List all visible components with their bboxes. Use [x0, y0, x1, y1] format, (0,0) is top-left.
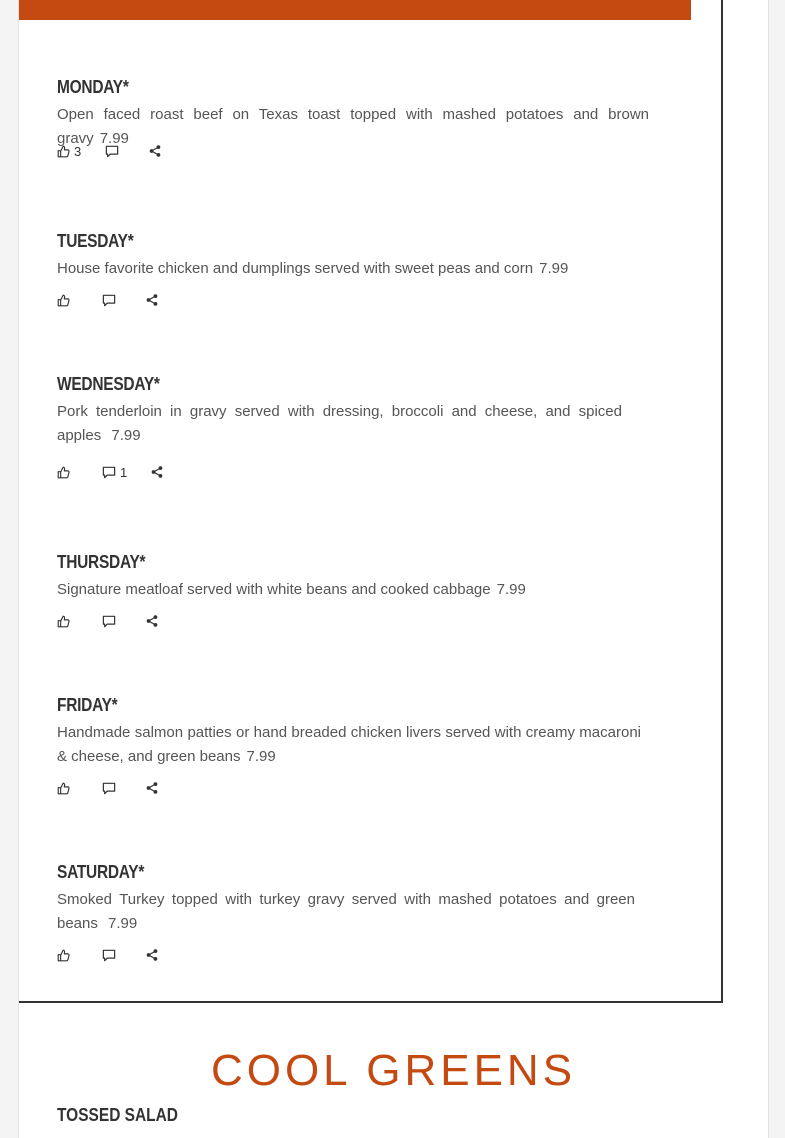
special-title: TUESDAY* [57, 231, 134, 251]
special-price: 7.99 [539, 260, 569, 277]
special-description: Smoked Turkey topped with turkey gravy served with mashed potatoes and green beans 7.99 [57, 891, 635, 932]
comment-icon [102, 782, 116, 795]
like-button[interactable] [57, 947, 74, 963]
section-header-banner [19, 0, 691, 20]
special-description: Signature meatloaf served with white beans and cooked cabbage 7.99 [57, 581, 526, 598]
special-title: FRIDAY* [57, 695, 118, 715]
special-title: WEDNESDAY* [57, 374, 160, 394]
thumbs-up-icon [57, 466, 70, 479]
share-icon [146, 949, 158, 961]
comment-button[interactable] [102, 613, 120, 629]
special-description: Open faced roast beef on Texas toast topped with mashed potatoes and brown gravy 7.99 [57, 106, 649, 147]
like-count: 3 [74, 143, 82, 159]
share-button[interactable] [149, 143, 161, 159]
special-title: MONDAY* [57, 77, 129, 97]
share-icon [146, 294, 158, 306]
menu-page [18, 0, 769, 1138]
special-thursday [57, 551, 657, 602]
comment-icon [102, 615, 116, 628]
comment-count: 1 [120, 464, 128, 480]
comment-button[interactable] [102, 947, 120, 963]
special-actions [57, 292, 158, 308]
share-button[interactable] [146, 613, 158, 629]
menu-item-title: TOSSED SALAD [57, 1105, 178, 1125]
like-button[interactable] [57, 143, 81, 159]
special-description: Handmade salmon patties or hand breaded chicken livers served with creamy macaroni & cheese, and green beans 7.99 [57, 724, 641, 765]
special-price: 7.99 [246, 748, 276, 765]
comment-button[interactable] [102, 464, 127, 480]
share-button[interactable] [146, 780, 158, 796]
like-button[interactable] [57, 292, 74, 308]
comment-icon [102, 949, 116, 962]
special-price: 7.99 [111, 427, 141, 444]
special-actions [57, 780, 158, 796]
special-title: SATURDAY* [57, 862, 145, 882]
comment-icon [102, 466, 116, 479]
comment-button[interactable] [102, 780, 120, 796]
special-actions [57, 464, 163, 480]
thumbs-up-icon [57, 782, 70, 795]
comment-button[interactable] [105, 143, 123, 159]
comment-button[interactable] [102, 292, 120, 308]
thumbs-up-icon [57, 145, 70, 158]
share-button[interactable] [151, 464, 163, 480]
comment-icon [105, 145, 119, 158]
share-button[interactable] [146, 292, 158, 308]
like-button[interactable] [57, 464, 74, 480]
special-actions [57, 143, 161, 159]
special-price: 7.99 [496, 581, 526, 598]
share-icon [151, 466, 163, 478]
special-description: House favorite chicken and dumplings served with sweet peas and corn 7.99 [57, 260, 569, 277]
special-title: THURSDAY* [57, 552, 146, 572]
thumbs-up-icon [57, 294, 70, 307]
share-icon [146, 615, 158, 627]
like-button[interactable] [57, 613, 74, 629]
comment-icon [102, 294, 116, 307]
special-friday [57, 694, 657, 769]
thumbs-up-icon [57, 615, 70, 628]
special-monday [57, 76, 657, 151]
special-description: Pork tenderloin in gravy served with dressing, broccoli and cheese, and spiced apples 7.99 [57, 403, 622, 444]
special-saturday [57, 861, 657, 936]
special-actions [57, 613, 158, 629]
like-button[interactable] [57, 780, 74, 796]
special-actions [57, 947, 158, 963]
share-icon [149, 145, 161, 157]
section-title-cool-greens: COOL GREENS [210, 1046, 577, 1095]
share-icon [146, 782, 158, 794]
share-button[interactable] [146, 947, 158, 963]
daily-specials-section [19, 0, 723, 1003]
special-wednesday [57, 373, 657, 448]
special-price: 7.99 [99, 130, 129, 147]
special-price: 7.99 [108, 915, 138, 932]
special-tuesday [57, 230, 657, 281]
thumbs-up-icon [57, 949, 70, 962]
